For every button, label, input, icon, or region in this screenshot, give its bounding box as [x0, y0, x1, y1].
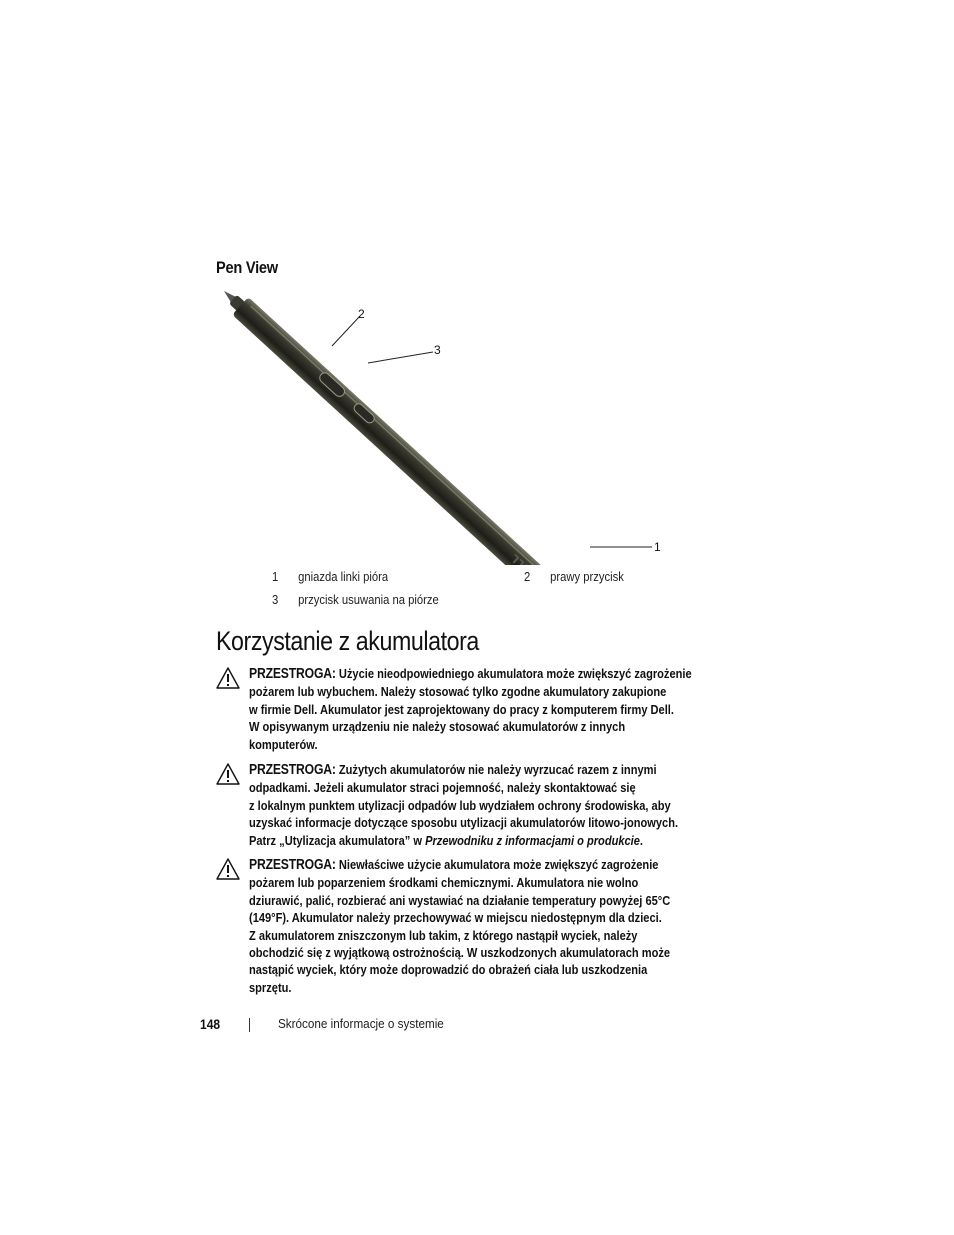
legend-number: 1: [272, 570, 279, 584]
page-number: 148: [200, 1016, 221, 1032]
document-reference: Przewodniku z informacjami o produkcie: [425, 832, 640, 848]
legend-text: przycisk usuwania na piórze: [298, 593, 439, 607]
running-title: Skrócone informacje o systemie: [278, 1016, 444, 1031]
caution-text: PRZESTROGA: Zużytych akumulatorów nie należy wyrzucać razem z innymi odpadkami. Jeżeli akumulator straci pojemność, należy skontaktować się z lokalnym punktem utylizacji odpadów lub wydziałem ochrony środowiska, aby uzyskać informacje dotyczące sposobu utylizacji akumulatorów litowo-jonowych. Patrz „Utylizacja akumulatora” w Przewodniku z informacjami o produkcie.: [249, 762, 679, 848]
pen-illustration: [200, 280, 680, 565]
callout-line-3: [368, 352, 433, 363]
warning-triangle-icon: [216, 667, 240, 689]
footer-separator: [249, 1018, 250, 1032]
callout-label-3: 3: [434, 343, 441, 357]
legend-text: prawy przycisk: [550, 570, 624, 584]
caution-text: PRZESTROGA: Użycie nieodpowiedniego akumulatora może zwiększyć zagrożenie pożarem lub wybuchem. Należy stosować tylko zgodne akumulatory zakupione w firmie Dell. Akumulator jest zaprojektowany do pracy z komputerem firmy Dell. W opisywanym urządzeniu nie należy stosować akumulatorów z innych komputerów.: [249, 666, 692, 752]
callout-label-2: 2: [358, 307, 365, 321]
legend-number: 2: [524, 570, 531, 584]
caution-label: PRZESTROGA:: [249, 762, 336, 778]
legend-number: 3: [272, 593, 279, 607]
warning-triangle-icon: [216, 858, 240, 880]
caution-label: PRZESTROGA:: [249, 666, 336, 682]
callout-line-2: [332, 316, 360, 346]
legend-text: gniazda linki pióra: [298, 570, 389, 584]
pen-drawing: [200, 280, 680, 565]
warning-triangle-icon: [216, 763, 240, 785]
callout-label-1: 1: [654, 540, 661, 554]
caution-label: PRZESTROGA:: [249, 857, 336, 873]
section-title-pen-view: Pen View: [216, 258, 278, 277]
caution-text: PRZESTROGA: Niewłaściwe użycie akumulatora może zwiększyć zagrożenie pożarem lub poparzeniem środkami chemicznymi. Akumulatora nie wolno dziurawić, palić, rozbierać ani wystawiać na działanie temperatury powyżej 65°C (149°F). Akumulator należy przechowywać w miejscu niedostępnym dla dzieci. Z akumulatorem zniszczonym lub takim, z którego nastąpił wyciek, należy obchodzić się z wyjątkową ostrożnością. W uszkodzonych akumulatorach może nastąpić wyciek, który może doprowadzić do obrażeń ciała lub uszkodzenia sprzętu.: [249, 857, 671, 995]
chapter-title: Korzystanie z akumulatora: [216, 626, 479, 656]
